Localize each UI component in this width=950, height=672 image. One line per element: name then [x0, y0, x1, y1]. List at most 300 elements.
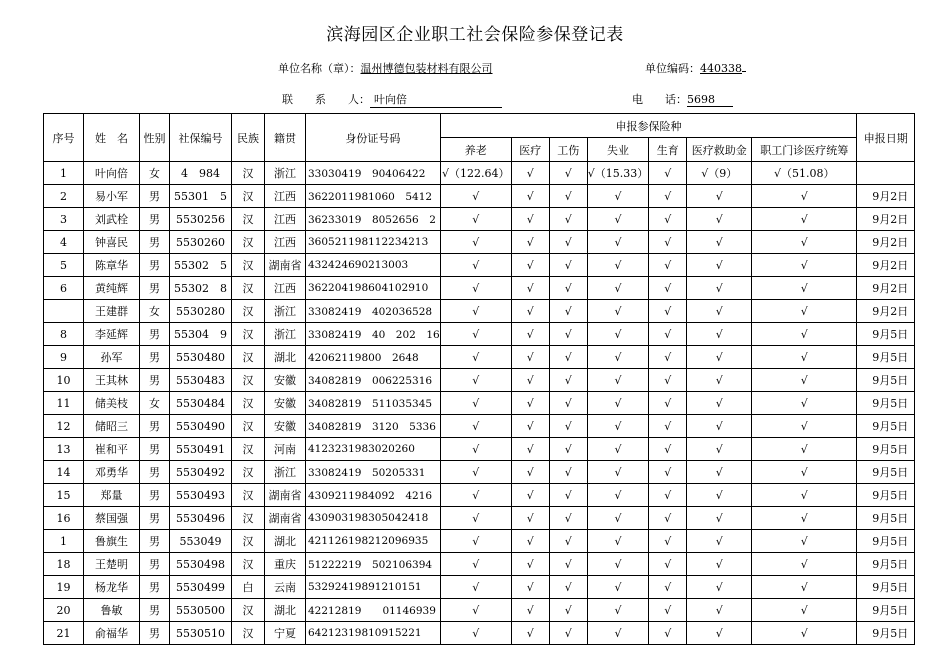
cell-pension: √	[440, 369, 511, 392]
cell-medical-aid: √	[687, 254, 752, 277]
cell-id-no: 36233019 8052656 2	[306, 208, 441, 231]
cell-seq: 9	[44, 346, 84, 369]
cell-name: 储美枝	[84, 392, 140, 415]
cell-ss-no: 5530491	[170, 438, 232, 461]
cell-injury: √	[549, 461, 587, 484]
cell-origin: 江西	[265, 208, 306, 231]
cell-injury: √	[549, 438, 587, 461]
cell-origin: 安徽	[265, 415, 306, 438]
cell-id-no: 33082419 40 202 16	[306, 323, 441, 346]
cell-ethnic: 汉	[232, 622, 265, 645]
cell-maternity: √	[649, 208, 687, 231]
cell-outpatient: √（51.08）	[752, 162, 857, 185]
cell-pension: √	[440, 185, 511, 208]
table-row	[44, 277, 915, 300]
cell-name: 杨龙华	[84, 576, 140, 599]
cell-origin: 浙江	[265, 461, 306, 484]
cell-ss-no: 5530500	[170, 599, 232, 622]
cell-date: 9月5日	[857, 484, 915, 507]
cell-ethnic: 汉	[232, 231, 265, 254]
cell-pension: √	[440, 530, 511, 553]
cell-seq: 2	[44, 185, 84, 208]
cell-pension: √	[440, 507, 511, 530]
cell-ss-no: 55301 5	[170, 185, 232, 208]
contact-label: 联 系 人：	[282, 93, 370, 106]
cell-date: 9月2日	[857, 231, 915, 254]
header-injury: 工伤	[549, 138, 587, 162]
cell-injury: √	[549, 231, 587, 254]
cell-maternity: √	[649, 599, 687, 622]
table-row	[44, 323, 915, 346]
cell-origin: 湖北	[265, 530, 306, 553]
cell-pension: √	[440, 254, 511, 277]
cell-id-no: 34082819 3120 5336	[306, 415, 441, 438]
cell-outpatient: √	[752, 576, 857, 599]
cell-unemployment: √	[587, 208, 649, 231]
header-seq: 序号	[44, 114, 84, 162]
cell-ethnic: 汉	[232, 438, 265, 461]
cell-ethnic: 汉	[232, 530, 265, 553]
cell-medical-aid: √	[687, 300, 752, 323]
cell-unemployment: √	[587, 622, 649, 645]
cell-id-no: 42212819 01146939	[306, 599, 441, 622]
cell-medical: √	[511, 484, 549, 507]
cell-pension: √	[440, 438, 511, 461]
cell-ethnic: 汉	[232, 553, 265, 576]
cell-id-no: 421126198212096935	[306, 530, 441, 553]
phone-label: 电 话：	[632, 93, 687, 106]
table-row	[44, 622, 915, 645]
insurance-registration-table	[43, 113, 915, 645]
cell-gender: 男	[140, 277, 170, 300]
cell-medical: √	[511, 599, 549, 622]
unit-code-field	[645, 60, 746, 76]
cell-gender: 男	[140, 438, 170, 461]
cell-outpatient: √	[752, 415, 857, 438]
cell-id-no: 33082419 50205331	[306, 461, 441, 484]
cell-gender: 男	[140, 622, 170, 645]
table-row	[44, 415, 915, 438]
header-medical-aid: 医疗救助金	[687, 138, 752, 162]
cell-ethnic: 汉	[232, 599, 265, 622]
cell-name: 俞福华	[84, 622, 140, 645]
cell-medical-aid: √	[687, 461, 752, 484]
cell-gender: 男	[140, 484, 170, 507]
cell-name: 陈章华	[84, 254, 140, 277]
cell-unemployment: √	[587, 369, 649, 392]
cell-seq	[44, 300, 84, 323]
cell-medical: √	[511, 300, 549, 323]
cell-gender: 男	[140, 185, 170, 208]
cell-id-no: 34082819 006225316	[306, 369, 441, 392]
cell-gender: 男	[140, 461, 170, 484]
phone-field	[632, 91, 733, 107]
cell-pension: √	[440, 484, 511, 507]
cell-ethnic: 汉	[232, 461, 265, 484]
cell-maternity: √	[649, 484, 687, 507]
cell-ethnic: 汉	[232, 300, 265, 323]
cell-medical-aid: √	[687, 484, 752, 507]
cell-origin: 江西	[265, 185, 306, 208]
cell-medical-aid: √（9）	[687, 162, 752, 185]
cell-date: 9月2日	[857, 277, 915, 300]
cell-pension: √	[440, 599, 511, 622]
cell-injury: √	[549, 323, 587, 346]
cell-seq: 15	[44, 484, 84, 507]
cell-name: 鲁敏	[84, 599, 140, 622]
cell-date: 9月5日	[857, 461, 915, 484]
cell-medical: √	[511, 254, 549, 277]
cell-medical-aid: √	[687, 346, 752, 369]
cell-unemployment: √	[587, 576, 649, 599]
cell-injury: √	[549, 277, 587, 300]
cell-gender: 男	[140, 369, 170, 392]
cell-seq: 1	[44, 162, 84, 185]
cell-id-no: 412323198302026​0	[306, 438, 441, 461]
cell-ethnic: 汉	[232, 162, 265, 185]
cell-outpatient: √	[752, 438, 857, 461]
cell-outpatient: √	[752, 484, 857, 507]
cell-name: 黄纯辉	[84, 277, 140, 300]
phone-value: 5698	[687, 93, 733, 107]
cell-gender: 男	[140, 507, 170, 530]
table-row	[44, 461, 915, 484]
cell-injury: √	[549, 346, 587, 369]
cell-pension: √	[440, 231, 511, 254]
cell-ss-no: 5530490	[170, 415, 232, 438]
cell-name: 钟喜民	[84, 231, 140, 254]
cell-origin: 湖南省	[265, 254, 306, 277]
cell-unemployment: √	[587, 277, 649, 300]
cell-gender: 男	[140, 530, 170, 553]
cell-origin: 浙江	[265, 162, 306, 185]
cell-seq: 6	[44, 277, 84, 300]
cell-ethnic: 汉	[232, 277, 265, 300]
cell-ss-no: 5530260	[170, 231, 232, 254]
cell-seq: 20	[44, 599, 84, 622]
cell-gender: 女	[140, 300, 170, 323]
cell-unemployment: √	[587, 484, 649, 507]
cell-seq: 5	[44, 254, 84, 277]
cell-ethnic: 汉	[232, 507, 265, 530]
cell-origin: 云南	[265, 576, 306, 599]
cell-pension: √	[440, 300, 511, 323]
table-row	[44, 208, 915, 231]
cell-gender: 女	[140, 392, 170, 415]
cell-origin: 湖北	[265, 599, 306, 622]
cell-pension: √	[440, 277, 511, 300]
header-ethnic: 民族	[232, 114, 265, 162]
cell-pension: √	[440, 553, 511, 576]
cell-pension: √	[440, 415, 511, 438]
cell-ss-no: 5530496	[170, 507, 232, 530]
cell-origin: 宁夏	[265, 622, 306, 645]
table-row	[44, 162, 915, 185]
cell-seq: 18	[44, 553, 84, 576]
cell-id-no: 33030419 90406422	[306, 162, 441, 185]
cell-outpatient: √	[752, 461, 857, 484]
cell-ss-no: 5530499	[170, 576, 232, 599]
cell-unemployment: √	[587, 185, 649, 208]
cell-injury: √	[549, 415, 587, 438]
cell-date	[857, 162, 915, 185]
cell-maternity: √	[649, 553, 687, 576]
cell-seq: 1	[44, 530, 84, 553]
cell-origin: 浙江	[265, 323, 306, 346]
cell-name: 王其林	[84, 369, 140, 392]
cell-id-no: 42062119800 2648	[306, 346, 441, 369]
cell-origin: 湖北	[265, 346, 306, 369]
cell-date: 9月5日	[857, 392, 915, 415]
cell-ss-no: 4 984	[170, 162, 232, 185]
cell-date: 9月5日	[857, 415, 915, 438]
cell-seq: 10	[44, 369, 84, 392]
table-row	[44, 553, 915, 576]
cell-origin: 浙江	[265, 300, 306, 323]
cell-medical: √	[511, 369, 549, 392]
cell-date: 9月2日	[857, 208, 915, 231]
cell-origin: 重庆	[265, 553, 306, 576]
cell-unemployment: √	[587, 300, 649, 323]
cell-medical: √	[511, 415, 549, 438]
unit-name-field	[278, 60, 493, 76]
cell-maternity: √	[649, 438, 687, 461]
cell-ethnic: 白	[232, 576, 265, 599]
cell-seq: 14	[44, 461, 84, 484]
cell-maternity: √	[649, 277, 687, 300]
cell-ss-no: 5530493	[170, 484, 232, 507]
cell-outpatient: √	[752, 323, 857, 346]
table-row	[44, 484, 915, 507]
cell-maternity: √	[649, 369, 687, 392]
cell-ss-no: 55304 9	[170, 323, 232, 346]
cell-injury: √	[549, 369, 587, 392]
cell-medical: √	[511, 162, 549, 185]
cell-unemployment: √（15.33）	[587, 162, 649, 185]
cell-name: 储昭三	[84, 415, 140, 438]
cell-medical: √	[511, 553, 549, 576]
cell-name: 王楚明	[84, 553, 140, 576]
cell-maternity: √	[649, 415, 687, 438]
cell-date: 9月5日	[857, 530, 915, 553]
cell-unemployment: √	[587, 231, 649, 254]
cell-outpatient: √	[752, 254, 857, 277]
cell-ethnic: 汉	[232, 415, 265, 438]
cell-gender: 男	[140, 231, 170, 254]
cell-seq: 16	[44, 507, 84, 530]
cell-ss-no: 5530510	[170, 622, 232, 645]
cell-date: 9月2日	[857, 185, 915, 208]
cell-gender: 男	[140, 254, 170, 277]
cell-id-no: 642123198109152​21	[306, 622, 441, 645]
cell-maternity: √	[649, 622, 687, 645]
cell-outpatient: √	[752, 599, 857, 622]
cell-ethnic: 汉	[232, 484, 265, 507]
cell-medical-aid: √	[687, 415, 752, 438]
cell-date: 9月5日	[857, 553, 915, 576]
cell-maternity: √	[649, 254, 687, 277]
cell-pension: √	[440, 392, 511, 415]
cell-name: 易小军	[84, 185, 140, 208]
cell-pension: √	[440, 622, 511, 645]
cell-unemployment: √	[587, 507, 649, 530]
cell-gender: 男	[140, 323, 170, 346]
cell-unemployment: √	[587, 438, 649, 461]
header-origin: 籍贯	[265, 114, 306, 162]
cell-maternity: √	[649, 507, 687, 530]
cell-gender: 男	[140, 346, 170, 369]
cell-ss-no: 55302 8	[170, 277, 232, 300]
cell-injury: √	[549, 392, 587, 415]
cell-medical-aid: √	[687, 553, 752, 576]
cell-pension: √	[440, 346, 511, 369]
contact-value: 叶向倍	[370, 91, 502, 108]
cell-ethnic: 汉	[232, 392, 265, 415]
cell-maternity: √	[649, 162, 687, 185]
cell-name: 邓勇华	[84, 461, 140, 484]
cell-medical: √	[511, 346, 549, 369]
unit-name-label: 单位名称（章）：	[278, 62, 361, 75]
cell-unemployment: √	[587, 461, 649, 484]
cell-ethnic: 汉	[232, 254, 265, 277]
cell-unemployment: √	[587, 346, 649, 369]
unit-code-value: 440338	[700, 62, 742, 75]
cell-seq: 4	[44, 231, 84, 254]
cell-ethnic: 汉	[232, 185, 265, 208]
header-unemployment: 失业	[587, 138, 649, 162]
cell-ethnic: 汉	[232, 323, 265, 346]
cell-outpatient: √	[752, 553, 857, 576]
header-insurance-group: 申报参保险种	[440, 114, 857, 138]
table-row	[44, 576, 915, 599]
cell-ss-no: 5530492	[170, 461, 232, 484]
cell-date: 9月5日	[857, 438, 915, 461]
cell-medical-aid: √	[687, 277, 752, 300]
cell-medical-aid: √	[687, 231, 752, 254]
cell-id-no: 432424690213003	[306, 254, 441, 277]
cell-seq: 13	[44, 438, 84, 461]
cell-injury: √	[549, 553, 587, 576]
cell-unemployment: √	[587, 254, 649, 277]
table-row	[44, 599, 915, 622]
cell-date: 9月5日	[857, 369, 915, 392]
cell-ss-no: 5530483	[170, 369, 232, 392]
cell-seq: 8	[44, 323, 84, 346]
cell-maternity: √	[649, 185, 687, 208]
table-row	[44, 346, 915, 369]
cell-outpatient: √	[752, 300, 857, 323]
cell-seq: 19	[44, 576, 84, 599]
cell-origin: 安徽	[265, 392, 306, 415]
cell-medical: √	[511, 507, 549, 530]
cell-date: 9月5日	[857, 576, 915, 599]
cell-outpatient: √	[752, 346, 857, 369]
cell-origin: 湖南省	[265, 507, 306, 530]
cell-date: 9月2日	[857, 300, 915, 323]
cell-outpatient: √	[752, 622, 857, 645]
cell-outpatient: √	[752, 530, 857, 553]
cell-medical-aid: √	[687, 622, 752, 645]
cell-injury: √	[549, 254, 587, 277]
header-date: 申报日期	[857, 114, 915, 162]
cell-origin: 江西	[265, 231, 306, 254]
cell-pension: √	[440, 576, 511, 599]
contact-field	[282, 91, 502, 108]
cell-maternity: √	[649, 346, 687, 369]
cell-name: 孙军	[84, 346, 140, 369]
cell-medical-aid: √	[687, 507, 752, 530]
cell-injury: √	[549, 208, 587, 231]
cell-id-no: 360521198112234213	[306, 231, 441, 254]
cell-id-no: 4309211984092 4216	[306, 484, 441, 507]
table-row	[44, 300, 915, 323]
cell-injury: √	[549, 599, 587, 622]
cell-date: 9月5日	[857, 599, 915, 622]
cell-unemployment: √	[587, 323, 649, 346]
header-medical: 医疗	[511, 138, 549, 162]
cell-date: 9月5日	[857, 346, 915, 369]
cell-unemployment: √	[587, 392, 649, 415]
cell-medical-aid: √	[687, 438, 752, 461]
cell-medical: √	[511, 622, 549, 645]
table-row	[44, 369, 915, 392]
header-gender: 性别	[140, 114, 170, 162]
cell-medical-aid: √	[687, 530, 752, 553]
cell-name: 郑量	[84, 484, 140, 507]
cell-gender: 男	[140, 599, 170, 622]
cell-medical: √	[511, 208, 549, 231]
cell-medical-aid: √	[687, 369, 752, 392]
cell-id-no: 430903198305042418	[306, 507, 441, 530]
header-maternity: 生育	[649, 138, 687, 162]
cell-unemployment: √	[587, 415, 649, 438]
header-pension: 养老	[440, 138, 511, 162]
cell-injury: √	[549, 507, 587, 530]
cell-origin: 安徽	[265, 369, 306, 392]
cell-outpatient: √	[752, 185, 857, 208]
cell-outpatient: √	[752, 507, 857, 530]
cell-date: 9月5日	[857, 323, 915, 346]
cell-medical-aid: √	[687, 392, 752, 415]
cell-outpatient: √	[752, 208, 857, 231]
header-outpatient: 职工门诊医疗统筹	[752, 138, 857, 162]
cell-gender: 女	[140, 162, 170, 185]
cell-ss-no: 5530480	[170, 346, 232, 369]
cell-origin: 江西	[265, 277, 306, 300]
table-row	[44, 254, 915, 277]
cell-pension: √	[440, 461, 511, 484]
cell-name: 蔡国强	[84, 507, 140, 530]
cell-gender: 男	[140, 415, 170, 438]
cell-unemployment: √	[587, 553, 649, 576]
cell-pension: √	[440, 208, 511, 231]
cell-name: 刘武栓	[84, 208, 140, 231]
cell-medical-aid: √	[687, 208, 752, 231]
cell-seq: 11	[44, 392, 84, 415]
cell-ss-no: 55302 5	[170, 254, 232, 277]
cell-name: 鲁旗生	[84, 530, 140, 553]
cell-id-no: 3622011981060 5412	[306, 185, 441, 208]
cell-id-no: 362204198604102910	[306, 277, 441, 300]
cell-medical: √	[511, 530, 549, 553]
cell-injury: √	[549, 622, 587, 645]
table-row	[44, 438, 915, 461]
table-row	[44, 231, 915, 254]
cell-origin: 河南	[265, 438, 306, 461]
cell-maternity: √	[649, 300, 687, 323]
cell-gender: 男	[140, 576, 170, 599]
cell-outpatient: √	[752, 277, 857, 300]
